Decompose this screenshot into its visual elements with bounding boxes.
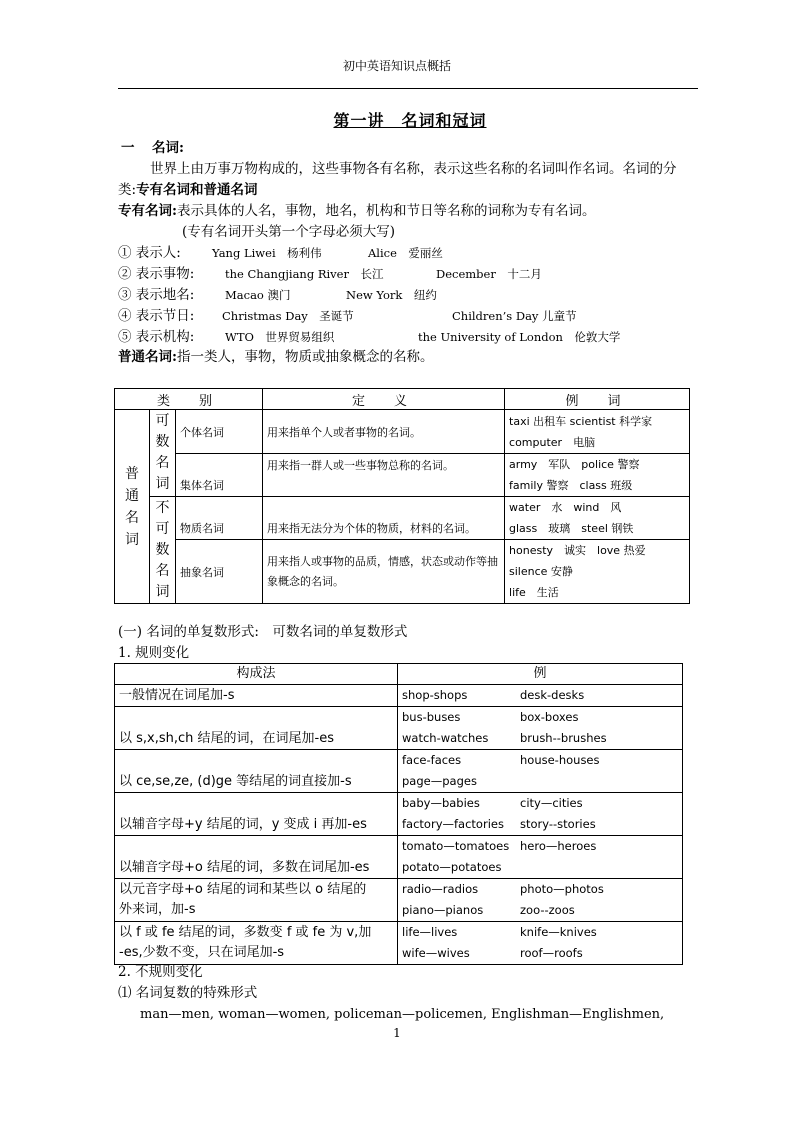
example-cell (398, 793, 683, 836)
example-line (402, 857, 678, 878)
example-line (402, 707, 678, 728)
rule-cell (115, 707, 398, 750)
regular-change-heading: 1. 规则变化 (118, 645, 190, 661)
common-def: 指一类人，事物，物质或抽象概念的名称。 (176, 349, 434, 365)
example-word: desk-desks (520, 688, 585, 702)
def-cell: 用来指单个人或者事物的名词。 (263, 410, 505, 454)
example-cell (398, 879, 683, 922)
example-line (402, 728, 678, 749)
proper-note: (专有名词开头第一个字母必须大写) (182, 224, 396, 240)
page-number: 1 (393, 1026, 401, 1040)
rule-text: -es,少数不变，只在词尾加-s (119, 945, 285, 960)
example-line: glass 玻璃 steel 钢铁 (509, 522, 634, 535)
example-word: bus-buses (402, 710, 461, 724)
section-heading: 名词: (152, 140, 184, 156)
example-word: piano—pianos (402, 903, 484, 917)
countable-cell (150, 410, 176, 497)
header-rule (118, 88, 698, 89)
plural-heading: (一) 名词的单复数形式: 可数名词的单复数形式 (118, 624, 408, 640)
example-cell (398, 922, 683, 965)
def-cell: 用来指人或事物的品质，情感，状态或动作等抽象概念的名词。 (263, 540, 505, 604)
plural-rules-table (114, 663, 683, 965)
example-word: box-boxes (520, 710, 579, 724)
example-a: Yang Liwei 杨利伟 (212, 246, 322, 260)
example-word: face-faces (402, 753, 462, 767)
irregular-change-heading: 2. 不规则变化 (118, 964, 203, 980)
example-word: roof—roofs (520, 946, 583, 960)
rule-row (115, 750, 683, 793)
example-line (402, 771, 678, 792)
rule-text: 以元音字母+o 结尾的词和某些以 o 结尾的 (119, 882, 367, 897)
rule-text: 外来词，加-s (119, 902, 196, 917)
example-word: baby—babies (402, 796, 480, 810)
rule-row (115, 685, 683, 707)
example-label: ⑤ 表示机构: (118, 329, 195, 345)
section-number: 一 (121, 140, 135, 156)
example-word: house-houses (520, 753, 600, 767)
rule-text: 以 ce,se,ze, (d)ge 等结尾的词直接加-s (119, 774, 352, 789)
example-line (402, 685, 678, 706)
rule-text: 一般情况在词尾加-s (119, 688, 235, 703)
rule-row (115, 793, 683, 836)
rule-text: 以辅音字母+y 结尾的词，y 变成 i 再加-es (119, 817, 367, 832)
rule-cell (115, 879, 398, 922)
example-word: factory—factories (402, 817, 504, 831)
type-cell: 抽象名词 (176, 540, 263, 604)
rule-row (115, 707, 683, 750)
example-word: knife—knives (520, 925, 597, 939)
example-word: story--stories (520, 817, 596, 831)
example-word: city—cities (520, 796, 583, 810)
example-b: December 十二月 (436, 267, 542, 281)
page-title: 第一讲 名词和冠词 (333, 111, 487, 130)
th-category: 类 别 (115, 389, 263, 410)
example-word: zoo--zoos (520, 903, 575, 917)
th-definition: 定 义 (263, 389, 505, 410)
example-a: Christmas Day 圣诞节 (222, 309, 354, 323)
example-cell (505, 540, 690, 604)
example-cell (505, 497, 690, 540)
example-label: ② 表示事物: (118, 266, 195, 282)
type-cell: 物质名词 (176, 497, 263, 540)
intro-line-1: 世界上由万事万物构成的，这些事物各有名称，表示这些名称的名词叫作名词。名词的分 (150, 161, 677, 177)
rule-cell (115, 922, 398, 965)
example-line (402, 943, 678, 964)
intro-bold: 专有名词和普通名词 (136, 182, 258, 198)
rule-row (115, 922, 683, 965)
example-label: ① 表示人: (118, 245, 181, 261)
example-word: page—pages (402, 774, 477, 788)
example-line: honesty 诚实 love 热爱 (509, 544, 646, 557)
example-line (402, 836, 678, 857)
example-line: computer 电脑 (509, 435, 596, 449)
def-cell: 用来指一群人或一些事物总称的名词。 (263, 454, 505, 497)
example-line (402, 879, 678, 900)
example-word: tomato—tomatoes (402, 839, 510, 853)
example-b: New York 纽约 (346, 288, 437, 302)
example-line: family 警察 class 班级 (509, 479, 633, 492)
countable-label: 可数名词 (155, 413, 170, 492)
rule-cell (115, 836, 398, 879)
rule-cell (115, 793, 398, 836)
example-cell (505, 454, 690, 497)
example-b: the University of London 伦敦大学 (418, 330, 621, 344)
th-example: 例 词 (505, 389, 690, 410)
proper-label: 专有名词: (118, 203, 177, 219)
example-label: ④ 表示节日: (118, 308, 195, 324)
proper-def: 表示具体的人名，事物，地名，机构和节日等名称的词称为专有名词。 (176, 203, 596, 219)
special-plural-heading: ⑴ 名词复数的特殊形式 (118, 985, 258, 1001)
example-word: life—lives (402, 925, 458, 939)
rule-text: 以 s,x,sh,ch 结尾的词，在词尾加-es (119, 731, 334, 746)
example-label: ③ 表示地名: (118, 287, 195, 303)
rule-text: 以辅音字母+o 结尾的词，多数在词尾加-es (119, 860, 370, 875)
example-line (402, 814, 678, 835)
example-cell (398, 707, 683, 750)
rule-row (115, 836, 683, 879)
example-a: the Changjiang River 长江 (225, 267, 384, 281)
type-cell: 个体名词 (176, 410, 263, 454)
example-a: WTO 世界贸易组织 (225, 330, 335, 344)
example-line (402, 793, 678, 814)
example-cell (398, 685, 683, 707)
example-word: hero—heroes (520, 839, 597, 853)
example-word: shop-shops (402, 688, 468, 702)
page-header: 初中英语知识点概括 (342, 59, 451, 73)
uncountable-cell (150, 497, 176, 604)
example-line: taxi 出租车 scientist 科学家 (509, 414, 653, 428)
common-noun-cell (115, 410, 150, 604)
common-noun-definition (118, 347, 433, 368)
example-cell (398, 836, 683, 879)
noun-classification-table (114, 388, 690, 604)
example-word: photo—photos (520, 882, 604, 896)
example-a: Macao 澳门 (225, 288, 291, 302)
type-cell: 集体名词 (176, 454, 263, 497)
rule-row (115, 879, 683, 922)
example-cell (398, 750, 683, 793)
example-word: radio—radios (402, 882, 479, 896)
special-plural-examples: man—men, woman—women, policeman—policemen, Englishman—Englishmen, (140, 1007, 665, 1022)
proper-noun-definition (118, 201, 595, 222)
example-line: silence 安静 (509, 565, 573, 578)
example-b: Alice 爱丽丝 (368, 246, 443, 260)
example-cell (505, 410, 690, 454)
th-formation: 构成法 (115, 664, 398, 685)
common-label: 普通名词: (118, 349, 177, 365)
example-line (402, 900, 678, 921)
intro-line-2 (118, 180, 258, 201)
example-line: army 军队 police 警察 (509, 458, 640, 471)
rule-cell (115, 750, 398, 793)
rule-text: 以 f 或 fe 结尾的词，多数变 f 或 fe 为 v,加 (119, 925, 372, 940)
th-example: 例 (398, 664, 683, 685)
example-word: watch-watches (402, 731, 489, 745)
example-b: Children’s Day 儿童节 (452, 309, 577, 323)
example-line (402, 922, 678, 943)
def-cell: 用来指无法分为个体的物质，材料的名词。 (263, 497, 505, 540)
example-word: brush--brushes (520, 731, 607, 745)
uncountable-label: 不可数名词 (155, 499, 170, 600)
example-line (402, 750, 678, 771)
common-noun-label: 普通名词 (125, 465, 139, 548)
example-word: wife—wives (402, 946, 470, 960)
example-line: water 水 wind 风 (509, 501, 622, 514)
rule-cell (115, 685, 398, 707)
example-line: life 生活 (509, 586, 559, 599)
intro-prefix: 类: (118, 182, 137, 198)
example-word: potato—potatoes (402, 860, 502, 874)
